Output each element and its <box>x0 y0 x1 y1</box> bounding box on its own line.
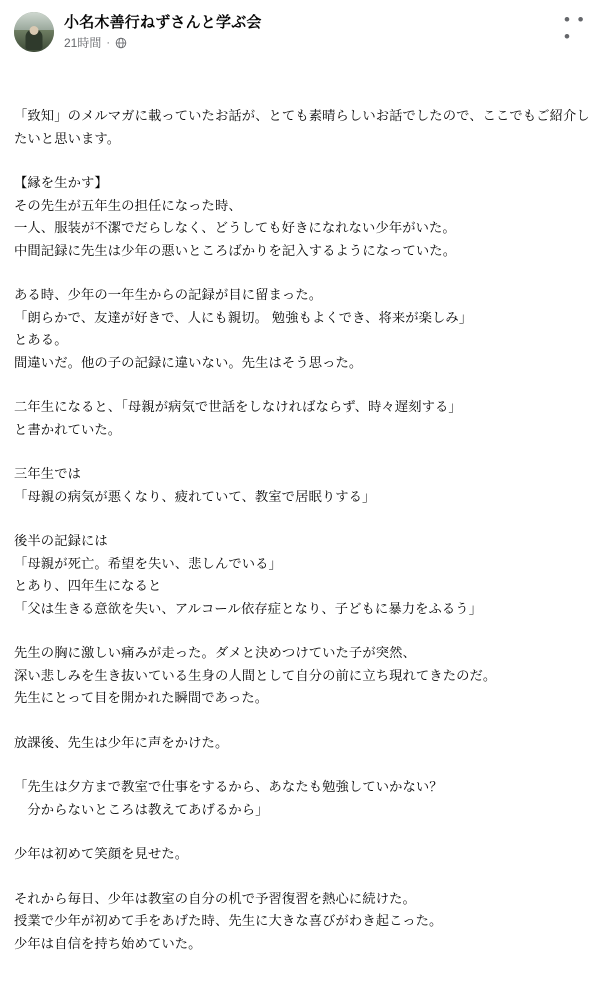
post-text-line: 「先生は夕方まで教室で仕事をするから、あなたも勉強していかない？ <box>14 779 443 794</box>
avatar-head <box>30 26 39 35</box>
avatar[interactable] <box>14 12 54 52</box>
post-text-line: 「致知」のメルマガに載っていたお話が、とても素晴らしいお話でしたので、ここでもご紹介したいと思います。 <box>14 108 590 146</box>
paragraph-gap <box>14 150 592 172</box>
post-text-line: とある。 <box>14 332 68 347</box>
post-header-text <box>64 12 564 51</box>
post-text-line: 先生の胸に激しい痛みが走った。ダメと決めつけていた子が突然、 <box>14 645 416 660</box>
paragraph-gap <box>14 262 592 284</box>
paragraph-gap <box>14 620 592 642</box>
post-body <box>0 56 606 1000</box>
post-text-line: 「母親が死亡。希望を失い、悲しんでいる」 <box>14 555 282 571</box>
paragraph-gap <box>14 710 592 732</box>
meta-separator-dot: · <box>106 37 111 49</box>
paragraph-gap <box>14 508 592 530</box>
post-text-line: それから毎日、少年は教室の自分の机で予習復習を熱心に続けた。 <box>14 890 416 906</box>
post-text-container <box>14 105 592 955</box>
post-text-line: 授業で少年が初めて手をあげた時、先生に大きな喜びがわき起こった。 <box>14 913 443 928</box>
post-more-options-button[interactable]: • • • <box>564 10 586 46</box>
post-text-line: 「朗らかで、友達が好きで、人にも親切。 勉強もよくでき、将来が楽しみ」 <box>14 309 473 325</box>
post-text-line: 少年は自信を持ち始めていた。 <box>14 935 202 951</box>
paragraph-gap <box>14 441 592 463</box>
post-text-line: 少年は初めて笑顔を見せた。 <box>14 846 189 861</box>
paragraph-gap <box>14 821 592 843</box>
paragraph-gap <box>14 866 592 888</box>
post-text-line: と書かれていた。 <box>14 421 122 437</box>
post-header <box>0 0 606 56</box>
post-text-line: その先生が五年生の担任になった時、 <box>14 197 242 213</box>
post-text-line: 後半の記録には <box>14 533 108 548</box>
post-text-line: 深い悲しみを生き抜いている生身の人間として自分の前に立ち現れてきたのだ。 <box>14 667 497 683</box>
post-timestamp[interactable]: 21時間 <box>64 36 102 50</box>
post-text-line: ある時、少年の一年生からの記録が目に留まった。 <box>14 287 323 302</box>
post-text-line: 放課後、先生は少年に声をかけた。 <box>14 734 229 750</box>
post-text-line: とあり、四年生になると <box>14 578 162 593</box>
paragraph-gap <box>14 374 592 396</box>
post-text-line: 先生にとって目を開かれた瞬間であった。 <box>14 690 269 705</box>
post-text-line: 「父は生きる意欲を失い、アルコール依存症となり、子どもに暴力をふるう」 <box>14 600 483 616</box>
post-text-line: 間違いだ。他の子の記録に違いない。先生はそう思った。 <box>14 354 363 370</box>
post-text-line: 三年生では <box>14 466 81 481</box>
post-text-line: 一人、服装が不潔でだらしなく、どうしても好きになれない少年がいた。 <box>14 220 456 235</box>
post-author-name[interactable]: 小名木善行ねずさんと学ぶ会 <box>64 14 262 31</box>
post-text-line: 二年生になると、「母親が病気で世話をしなければならず、時々遅刻する」 <box>14 399 462 414</box>
globe-icon <box>115 37 127 49</box>
post-text-line: 中間記録に先生は少年の悪いところばかりを記入するようになっていた。 <box>14 242 457 258</box>
paragraph-gap <box>14 754 592 776</box>
post-meta <box>64 35 564 51</box>
post-text-line: 「母親の病気が悪くなり、疲れていて、教室で居眠りする」 <box>14 488 376 504</box>
post-text-line: 分からないところは教えてあげるから」 <box>14 801 269 817</box>
post-text-line: 【縁を生かす】 <box>14 175 108 190</box>
